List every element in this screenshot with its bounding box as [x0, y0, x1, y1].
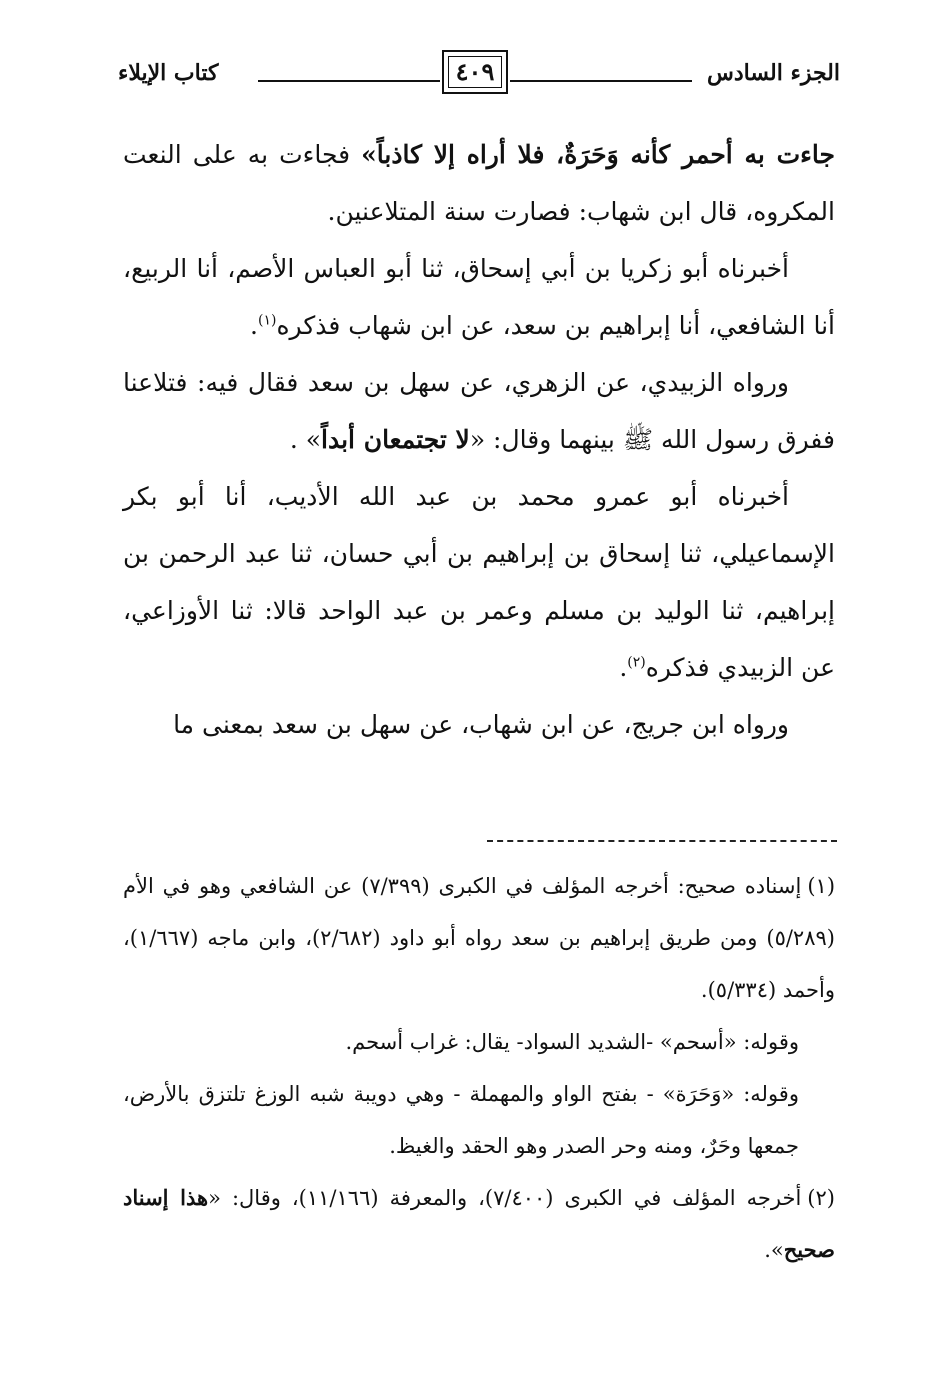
footnote-ref-2[interactable]: (٢) — [627, 654, 646, 671]
header-rule-right — [510, 80, 692, 82]
footnote-1-number: (١) — [807, 874, 836, 898]
page-number-text: ٤٠٩ — [455, 57, 495, 86]
paragraph-2-text: أخبرناه أبو زكريا بن أبي إسحاق، ثنا أبو العباس الأصم، أنا الربيع، أنا الشافعي، أنا إبراهيم بن سعد، عن ابن شهاب فذكره — [123, 254, 835, 340]
prophet-quote: لا تجتمعان أبداً — [321, 425, 470, 454]
chapter-title: كتاب الإيلاء — [118, 60, 219, 86]
paragraph-5 — [123, 696, 835, 753]
footnote-2-end: ». — [764, 1238, 784, 1262]
hadith-quote: جاءت به أحمر كأنه وَحَرَةٌ، فلا أراه إلا كاذباً» — [361, 140, 835, 169]
header-rule-left — [258, 80, 440, 82]
paragraph-5-text: ورواه ابن جريج، عن ابن شهاب، عن سهل بن سعد بمعنى ما — [173, 710, 789, 739]
paragraph-2-end: . — [250, 311, 258, 340]
main-text — [123, 126, 835, 753]
paragraph-3-text: ورواه الزبيدي، عن الزهري، عن سهل بن سعد فقال فيه: فتلاعنا ففرق رسول الله ﷺ بينهما وقال: « — [123, 368, 835, 454]
footnote-2-number: (٢) — [807, 1186, 835, 1210]
footnote-ref-1[interactable]: (١) — [257, 312, 277, 329]
footnote-2-text: أخرجه المؤلف في الكبرى (٧/٤٠٠)، والمعرفة (١١/١٦٦)، وقال: « — [208, 1186, 802, 1210]
paragraph-1-text: فجاءت به على النعت المكروه، قال ابن شهاب: فصارت سنة المتلاعنين. — [123, 140, 835, 226]
paragraph-4-end: . — [619, 653, 628, 682]
paragraph-3 — [123, 354, 835, 468]
page-number — [442, 50, 508, 94]
footnotes — [123, 860, 835, 1276]
footnote-1-note-2: وقوله: «وَحَرَة» - بفتح الواو والمهملة - وهي دويبة شبه الوزغ تلتزق بالأرض، جمعها وحَرٌ، ومنه وحر الصدر وهو الحقد والغيظ. — [123, 1082, 799, 1158]
paragraph-4-text: أخبرناه أبو عمرو محمد بن عبد الله الأديب، أنا أبو بكر الإسماعيلي، ثنا إسحاق بن إبراهيم بن أبي حسان، ثنا عبد الرحمن بن إبراهيم، ثنا الوليد بن مسلم وعمر بن عبد الواحد قالا: ثنا الأوزاعي، عن الزبيدي فذكره — [123, 482, 835, 682]
volume-title: الجزء السادس — [707, 60, 840, 86]
paragraph-3-end: » . — [289, 425, 322, 454]
footnote-1 — [123, 860, 835, 1016]
paragraph-2 — [123, 240, 835, 354]
footnote-2 — [123, 1172, 835, 1276]
paragraph-1 — [123, 126, 835, 240]
footnote-separator — [487, 840, 837, 842]
footnote-1-note-1: وقوله: «أسحم» -الشديد السواد- يقال: غراب أسحم. — [345, 1030, 799, 1054]
page-header — [118, 50, 840, 102]
paragraph-4 — [123, 468, 835, 696]
footnote-1-text: إسناده صحيح: أخرجه المؤلف في الكبرى (٧/٣٩٩) عن الشافعي وهو في الأم (٥/٢٨٩) ومن طريق إبراهيم بن سعد رواه أبو داود (٢/٦٨٢)، وابن ماجه (١/٦٦٧)، وأحمد (٥/٣٣٤). — [123, 874, 835, 1002]
footnote-2-grading: هذا إسناد صحيح — [123, 1185, 835, 1262]
